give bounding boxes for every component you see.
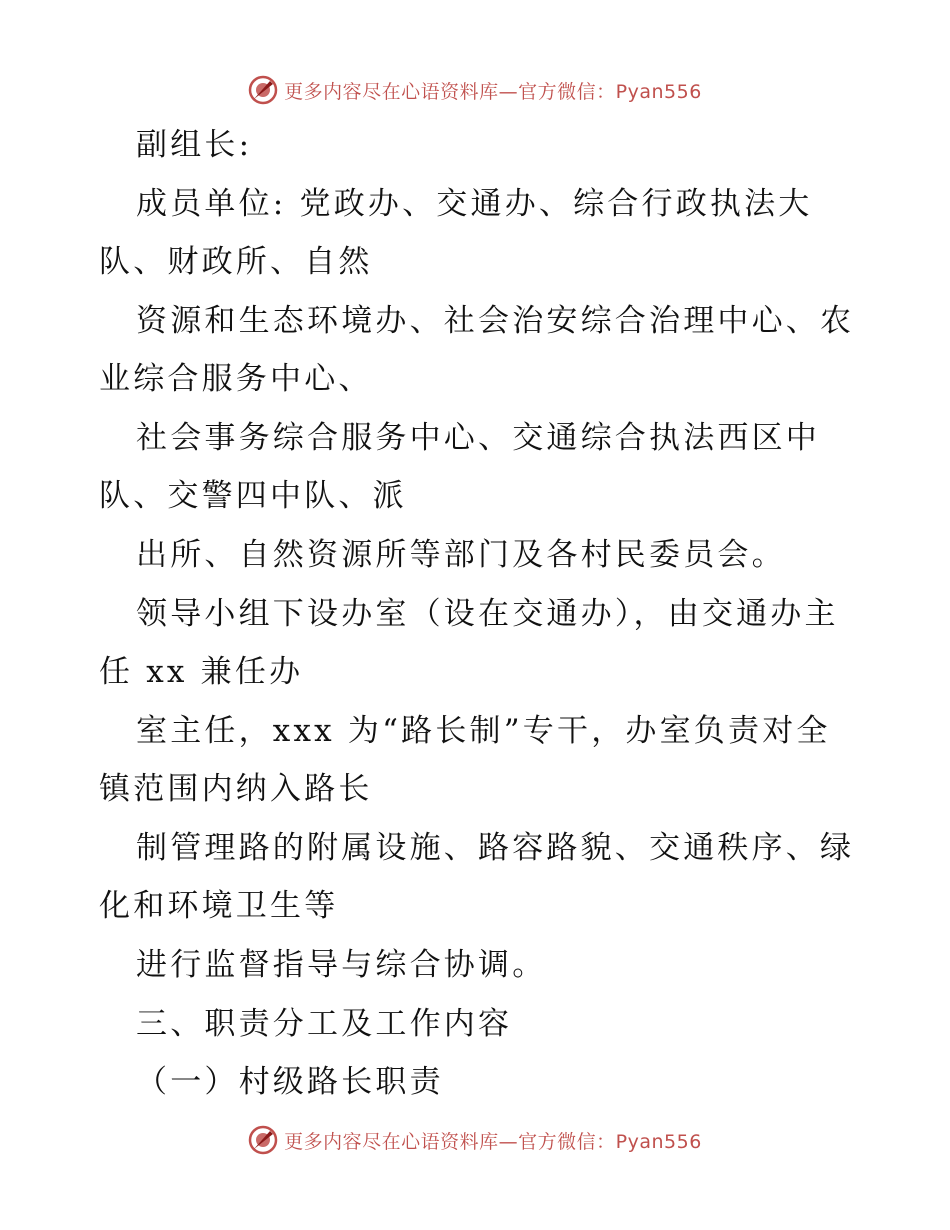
watermark-text: 更多内容尽在心语资料库—官方微信：Pyan556 bbox=[284, 80, 702, 103]
doc-line: 队、交警四中队、派 bbox=[99, 478, 407, 514]
doc-line: 副组长: bbox=[136, 127, 253, 163]
doc-line: 资源和生态环境办、社会治安综合治理中心、农 bbox=[136, 303, 855, 339]
quill-logo-icon bbox=[248, 1125, 278, 1155]
footer-watermark bbox=[0, 1120, 950, 1160]
watermark-text: 更多内容尽在心语资料库—官方微信：Pyan556 bbox=[284, 1130, 702, 1153]
doc-line: 室主任，xxx 为“路长制”专干，办室负责对全 bbox=[136, 713, 831, 749]
doc-line: 成员单位: 党政办、交通办、综合行政执法大 bbox=[136, 186, 813, 222]
doc-line: 出所、自然资源所等部门及各村民委员会。 bbox=[136, 537, 786, 573]
doc-line: 任 xx 兼任办 bbox=[99, 654, 304, 690]
doc-line: 制管理路的附属设施、路容路貌、交通秩序、绿 bbox=[136, 830, 855, 866]
doc-line: 三、职责分工及工作内容 bbox=[136, 1006, 513, 1042]
header-watermark bbox=[0, 70, 950, 110]
doc-line: 队、财政所、自然 bbox=[99, 244, 373, 280]
quill-logo-icon bbox=[248, 75, 278, 105]
doc-line: 社会事务综合服务中心、交通综合执法西区中 bbox=[136, 420, 820, 456]
doc-line: 进行监督指导与综合协调。 bbox=[136, 947, 547, 983]
doc-line: 业综合服务中心、 bbox=[99, 361, 373, 397]
doc-line: （一）村级路长职责 bbox=[136, 1064, 444, 1100]
doc-line: 领导小组下设办室（设在交通办），由交通办主 bbox=[136, 596, 839, 632]
doc-line: 化和环境卫生等 bbox=[99, 888, 339, 924]
doc-line: 镇范围内纳入路长 bbox=[99, 771, 373, 807]
